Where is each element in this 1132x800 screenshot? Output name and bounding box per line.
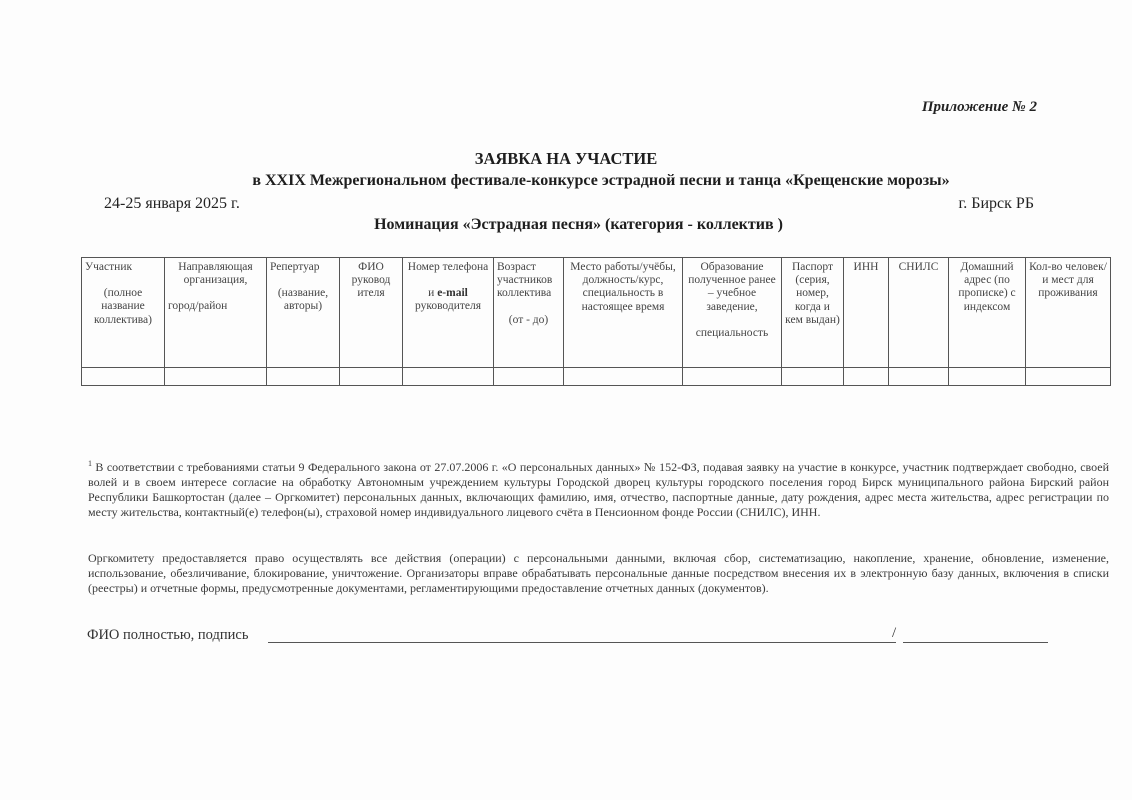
- header-text: Образование полученное ранее – учебное заведение,: [688, 261, 776, 313]
- header-text: Номер телефона: [407, 261, 489, 273]
- cell-education[interactable]: [683, 368, 782, 386]
- header-text: Репертуар: [270, 261, 320, 273]
- event-city: г. Бирск РБ: [958, 195, 1034, 212]
- header-sending-organization: [165, 258, 267, 368]
- consent-paragraph-2: Оргкомитету предоставляется право осуществлять все действия (операции) с персональными данными, включая сбор, систематизацию, накопление, хранение, обновление, изменение, использование, обезличивание, блокирование, уничтожение. Организаторы вправе обрабатывать персональные данные посредством внесения их в электронную базу данных, включения в списки (реестры) и отчетные формы, предусмотренные документами, регламентирующими предоставление отчетных данных (документов).: [88, 551, 1109, 595]
- cell-sending-organization[interactable]: [165, 368, 267, 386]
- cell-snils[interactable]: [889, 368, 949, 386]
- header-home-address: [949, 258, 1026, 368]
- cell-phone-email[interactable]: [403, 368, 494, 386]
- footnote-mark: 1: [88, 459, 92, 468]
- signature-decoding-line[interactable]: [903, 642, 1048, 643]
- application-table: [81, 257, 1111, 386]
- header-participant: [82, 258, 165, 368]
- header-education: [683, 258, 782, 368]
- header-passport: [782, 258, 844, 368]
- header-subtext: и: [428, 287, 438, 300]
- signature-separator: /: [892, 625, 897, 641]
- header-accommodation: [1026, 258, 1111, 368]
- header-subtext: город/район: [168, 300, 228, 313]
- cell-accommodation[interactable]: [1026, 368, 1111, 386]
- nomination-title: Номинация «Эстрадная песня» (категория - коллектив ): [374, 216, 783, 233]
- header-email-text: e-mail: [437, 287, 468, 300]
- table-row: [82, 368, 1111, 386]
- header-text: Паспорт (серия, номер, когда и кем выдан): [785, 261, 840, 326]
- header-phone-email: [403, 258, 494, 368]
- header-subtext: руководителя: [414, 300, 482, 313]
- cell-leader-name[interactable]: [340, 368, 403, 386]
- full-name-signature-line[interactable]: [268, 642, 896, 643]
- cell-home-address[interactable]: [949, 368, 1026, 386]
- header-subtext: (полное название коллектива): [93, 287, 152, 326]
- header-age-range: [494, 258, 564, 368]
- festival-subtitle: в XXIX Межрегиональном фестивале-конкурсе эстрадной песни и танца «Крещенские морозы»: [252, 172, 950, 189]
- cell-age-range[interactable]: [494, 368, 564, 386]
- cell-inn[interactable]: [844, 368, 889, 386]
- header-text: СНИЛС: [898, 261, 939, 273]
- document-title: ЗАЯВКА НА УЧАСТИЕ: [474, 149, 658, 168]
- header-text: Возраст участников коллектива: [497, 261, 553, 300]
- header-text: Участник: [85, 261, 133, 273]
- header-leader-name: [340, 258, 403, 368]
- consent-paragraph-1: В соответствии с требованиями статьи 9 Федерального закона от 27.07.2006 г. «О персональных данных» № 152-ФЗ, подавая заявку на участие в конкурсе, участник подтверждает свободно, своей волей и в своем интересе согласие на обработку Автономным учреждением культуры Городской дворец культуры городского поселения город Бирск муниципального района Бирский район Республики Башкортостан (далее – Оргкомитет) персональных данных, включающих фамилию, имя, отчество, паспортные данные, дату рождения, адрес места жительства, адрес регистрации по месту жительства, контактный(е) телефон(ы), страховой номер индивидуального лицевого счёта в Пенсионном фонде России (СНИЛС), ИНН.: [88, 460, 1110, 519]
- header-text: Домашний адрес (по прописке) с индексом: [958, 261, 1016, 313]
- cell-repertoire[interactable]: [267, 368, 340, 386]
- header-text: ИНН: [853, 261, 879, 273]
- table-header-row: [82, 258, 1111, 368]
- header-subtext: (название, авторы): [277, 287, 329, 313]
- header-inn: [844, 258, 889, 368]
- header-workplace: [564, 258, 683, 368]
- header-subtext: специальность: [695, 326, 769, 339]
- cell-participant[interactable]: [82, 368, 165, 386]
- header-repertoire: [267, 258, 340, 368]
- event-date: 24-25 января 2025 г.: [104, 195, 240, 212]
- cell-passport[interactable]: [782, 368, 844, 386]
- appendix-label: Приложение № 2: [921, 99, 1037, 115]
- header-text: ФИО руковод ителя: [351, 261, 391, 300]
- header-subtext: (от - до): [508, 313, 549, 326]
- signature-label: ФИО полностью, подпись: [87, 627, 249, 643]
- header-text: Направляющая организация,: [178, 261, 253, 287]
- header-snils: [889, 258, 949, 368]
- header-text: Кол-во человек/ и мест для проживания: [1029, 261, 1107, 300]
- consent-footnote: [88, 456, 1109, 520]
- cell-workplace[interactable]: [564, 368, 683, 386]
- header-text: Место работы/учёбы, должность/курс, специальность в настоящее время: [570, 261, 676, 313]
